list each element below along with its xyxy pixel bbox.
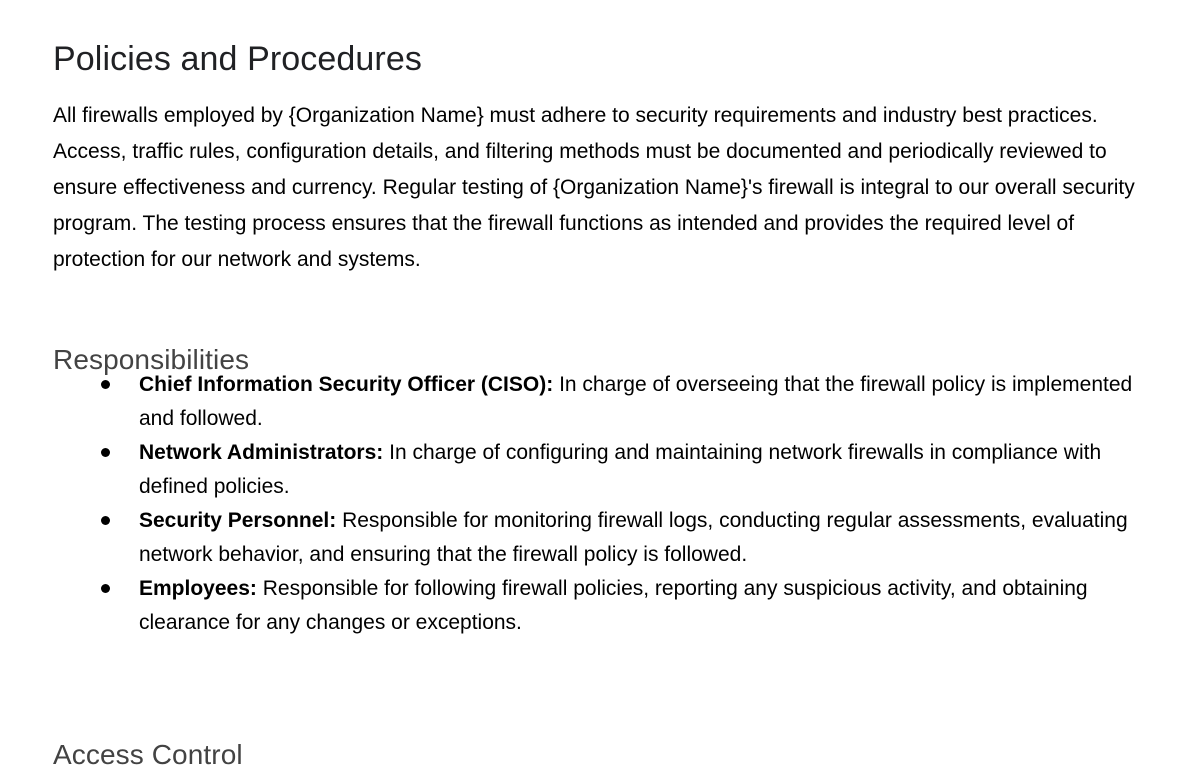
responsibilities-list: [0, 368, 1160, 640]
bullet-icon: [101, 516, 110, 525]
intro-paragraph: All firewalls employed by {Organization Name} must adhere to security requirements and industry best practices. Access, traffic rules, configuration details, and filtering methods must be documented and periodically reviewed to ensure effectiveness and currency. Regular testing of {Organization Name}'s firewall is integral to our overall security program. The testing process ensures that the firewall functions as intended and provides the required level of protection for our network and systems.: [53, 104, 1135, 271]
list-item: [0, 436, 1139, 504]
list-item-role-label: Chief Information Security Officer (CISO):: [139, 373, 554, 396]
list-item: [0, 504, 1139, 572]
list-item-role-label: Network Administrators:: [139, 441, 384, 464]
list-item-description: Responsible for monitoring firewall logs, conducting regular assessments, evaluating network behavior, and ensuring that the firewall policy is followed.: [139, 509, 1128, 566]
list-item-role-label: Employees:: [139, 577, 257, 600]
list-item-description: In charge of configuring and maintaining network firewalls in compliance with defined policies.: [139, 441, 1102, 498]
list-item-role-label: Security Personnel:: [139, 509, 337, 532]
list-item-description: In charge of overseeing that the firewall policy is implemented and followed.: [139, 373, 1133, 430]
section-heading-access-control: Access Control: [53, 739, 243, 771]
bullet-icon: [101, 584, 110, 593]
section-heading-responsibilities: Responsibilities: [53, 344, 250, 376]
list-item: [0, 572, 1139, 640]
bullet-icon: [101, 380, 110, 389]
bullet-icon: [101, 448, 110, 457]
page-title: Policies and Procedures: [53, 39, 422, 78]
list-item-description: Responsible for following firewall policies, reporting any suspicious activity, and obtaining clearance for any changes or exceptions.: [139, 577, 1088, 634]
list-item: [0, 368, 1139, 436]
